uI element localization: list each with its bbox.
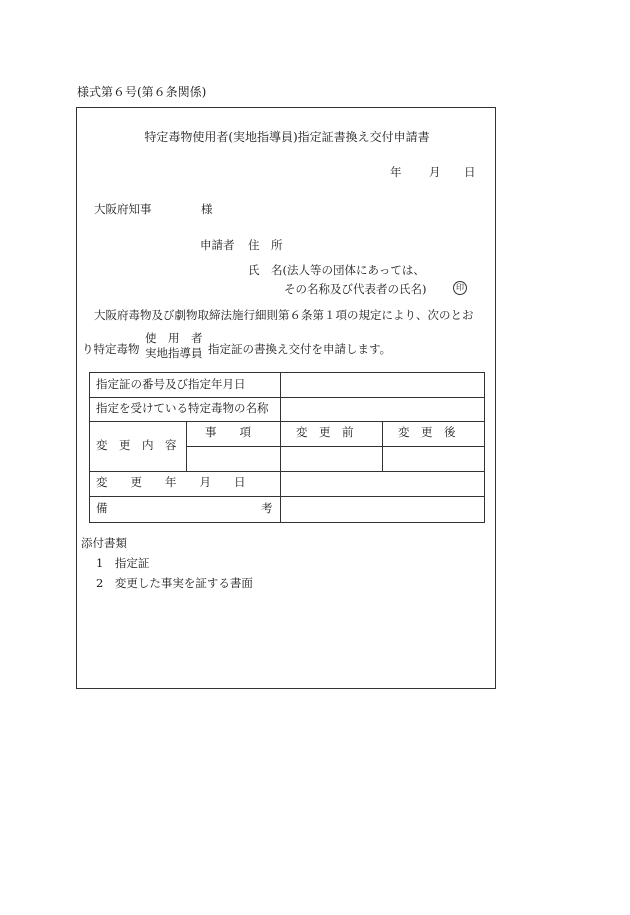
header-item: 事 項 bbox=[205, 425, 251, 439]
label-designation-number: 指定証の番号及び指定年月日 bbox=[96, 377, 246, 391]
value-poison-name[interactable] bbox=[281, 398, 484, 421]
applicant-label: 申請者 bbox=[200, 238, 235, 252]
application-form bbox=[76, 107, 496, 689]
kind-option-instructor: 実地指導員 bbox=[145, 346, 203, 360]
date-year-label: 年 bbox=[390, 165, 402, 179]
value-designation-number[interactable] bbox=[281, 373, 484, 397]
form-number: 様式第６号(第６条関係) bbox=[77, 85, 207, 99]
addressee-name: 大阪府知事 bbox=[94, 202, 152, 216]
name-label: 氏 名(法人等の団体にあっては、 bbox=[248, 263, 425, 277]
attachment-item: 1 指定証 bbox=[96, 556, 150, 570]
attachments-heading: 添付書類 bbox=[81, 536, 127, 550]
label-remarks-end: 考 bbox=[261, 501, 273, 515]
body-text-line-1: 大阪府毒物及び劇物取締法施行細則第６条第１項の規定により、次のとお bbox=[94, 308, 474, 322]
value-remarks[interactable] bbox=[281, 497, 484, 522]
value-change-date[interactable] bbox=[281, 472, 484, 496]
label-remarks-start: 備 bbox=[96, 501, 108, 515]
date-month-label: 月 bbox=[429, 165, 441, 179]
label-change-date: 変 更 年 月 日 bbox=[96, 475, 246, 489]
addressee-suffix: 様 bbox=[201, 202, 213, 216]
value-change-item[interactable] bbox=[187, 447, 280, 471]
name-note: その名称及び代表者の氏名) bbox=[284, 282, 427, 296]
value-change-after[interactable] bbox=[383, 447, 484, 471]
attachment-item: 2 変更した事実を証する書面 bbox=[96, 576, 253, 590]
date-day-label: 日 bbox=[464, 165, 476, 179]
application-table bbox=[89, 372, 485, 523]
form-title: 特定毒物使用者(実地指導員)指定証書換え交付申請書 bbox=[144, 130, 430, 144]
label-poison-name: 指定を受けている特定毒物の名称 bbox=[96, 401, 269, 415]
label-change-content: 変 更 内 容 bbox=[96, 438, 177, 452]
body-text-line-2-suffix: 指定証の書換え交付を申請します。 bbox=[208, 342, 392, 356]
value-change-before[interactable] bbox=[281, 447, 382, 471]
seal-mark: 印 bbox=[453, 281, 467, 295]
kind-option-user: 使 用 者 bbox=[145, 331, 203, 345]
header-before: 変 更 前 bbox=[296, 425, 354, 439]
header-after: 変 更 後 bbox=[398, 425, 456, 439]
body-text-line-2-prefix: り特定毒物 bbox=[82, 342, 140, 356]
address-label: 住 所 bbox=[248, 238, 283, 252]
